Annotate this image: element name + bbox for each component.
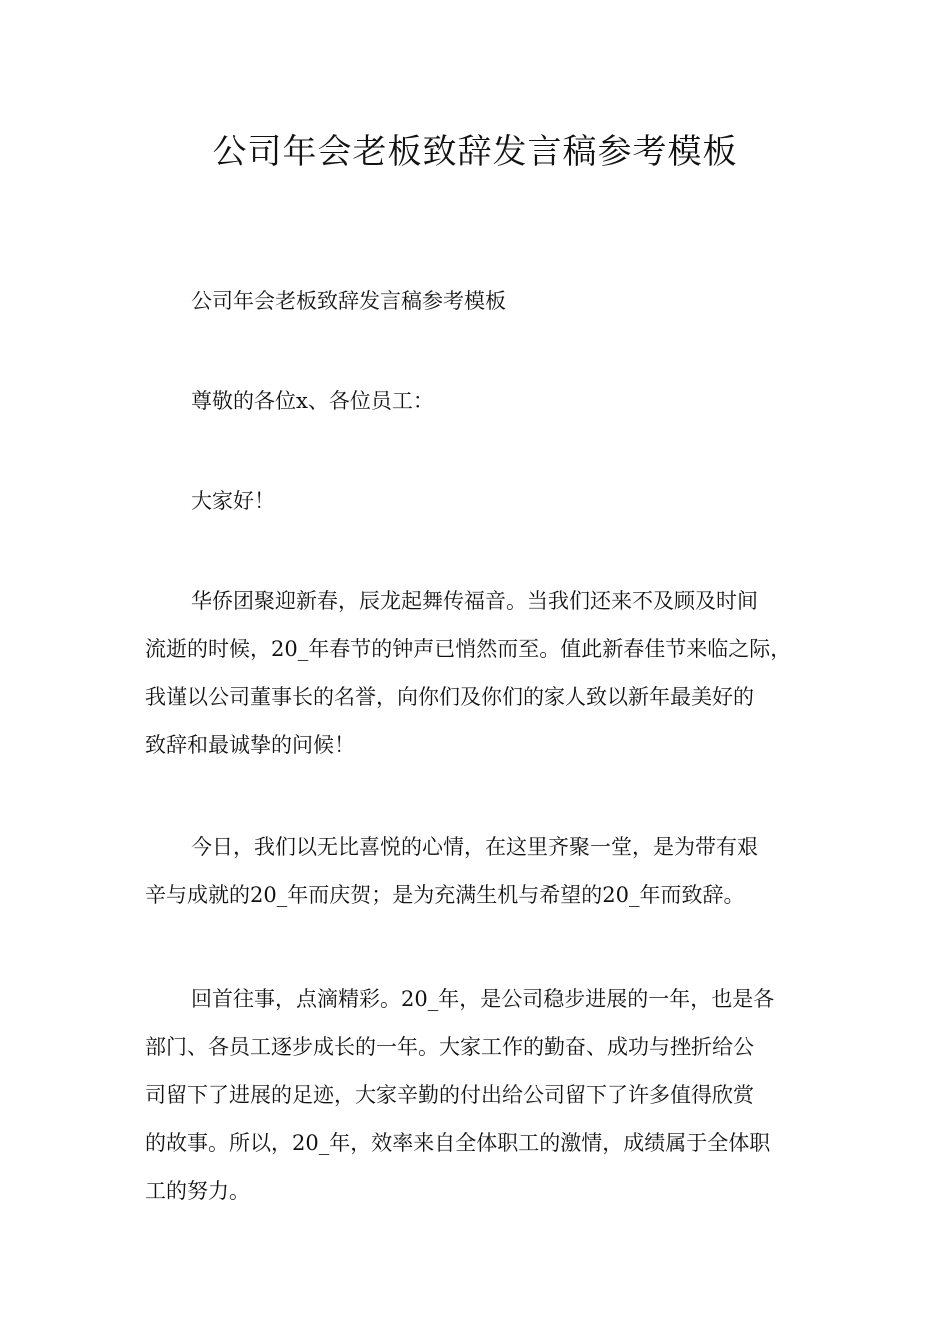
- paragraph-greeting: [145, 477, 815, 525]
- paragraph-line: 今日，我们以无比喜悦的心情，在这里齐聚一堂，是为带有艰: [191, 835, 758, 859]
- paragraph-subtitle: [145, 277, 815, 325]
- paragraph-line: 大家好！: [191, 489, 275, 513]
- paragraph-salutation: [145, 377, 815, 425]
- paragraph-line: 部门、各员工逐步成长的一年。大家工作的勤奋、成功与挫折给公: [145, 1035, 754, 1059]
- paragraph-line: 华侨团聚迎新春，辰龙起舞传福音。当我们还来不及顾及时间: [191, 589, 758, 613]
- paragraph-line: 的故事。所以，20_年，效率来自全体职工的激情，成绩属于全体职: [145, 1131, 771, 1155]
- paragraph-line: 我谨以公司董事长的名誉，向你们及你们的家人致以新年最美好的: [145, 685, 754, 709]
- paragraph-line: 工的努力。: [145, 1179, 250, 1203]
- paragraph-line: 尊敬的各位x、各位员工：: [191, 389, 434, 413]
- paragraph-today: [145, 823, 815, 919]
- paragraph-line: 流逝的时候，20_年春节的钟声已悄然而至。值此新春佳节来临之际，: [145, 637, 792, 661]
- paragraph-line: 司留下了进展的足迹，大家辛勤的付出给公司留下了许多值得欣赏: [145, 1083, 754, 1107]
- document-title: 公司年会老板致辞发言稿参考模板: [212, 132, 738, 172]
- paragraph-line: 回首往事，点滴精彩。20_年，是公司稳步进展的一年，也是各: [191, 987, 775, 1011]
- paragraph-review: [145, 975, 815, 1215]
- paragraph-line: 公司年会老板致辞发言稿参考模板: [191, 289, 506, 313]
- paragraph-line: 致辞和最诚挚的问候！: [145, 733, 355, 757]
- paragraph-line: 辛与成就的20_年而庆贺；是为充满生机与希望的20_年而致辞。: [145, 883, 745, 907]
- paragraph-new-year: [145, 577, 815, 769]
